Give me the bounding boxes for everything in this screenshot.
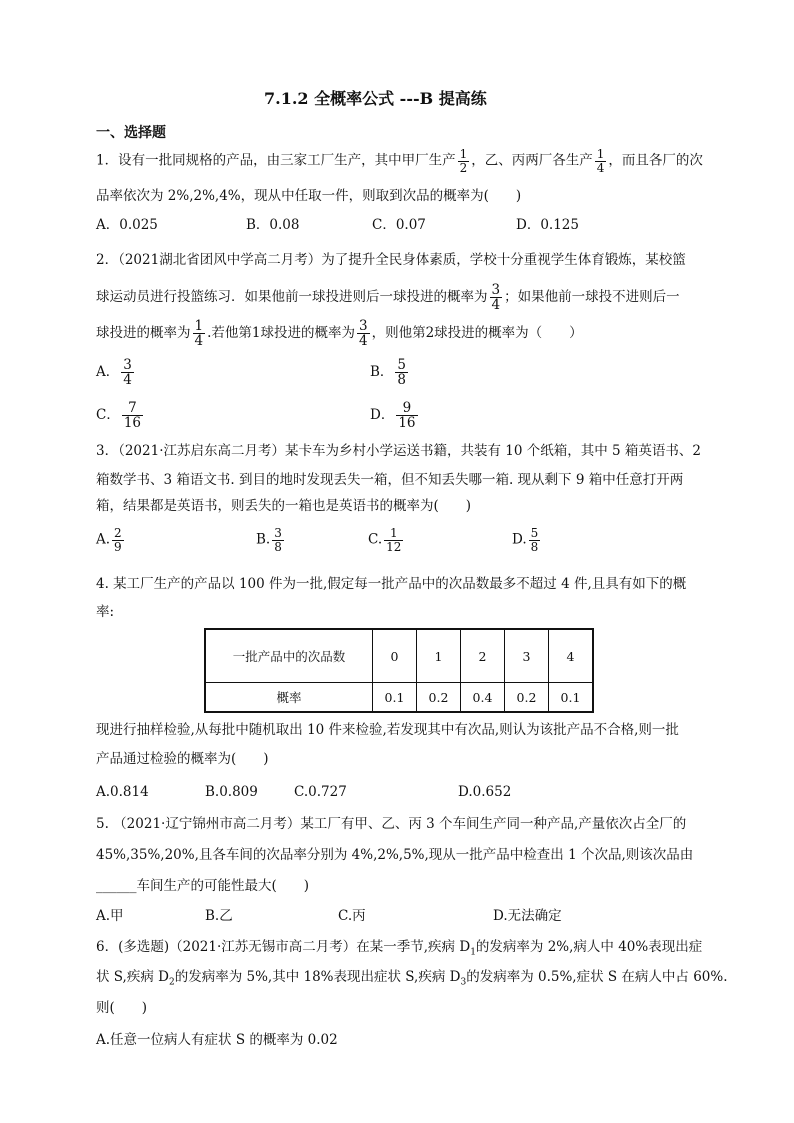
question-2-line-2 [96, 283, 680, 312]
q3-option-b-fraction [272, 527, 284, 553]
q1-fraction-2 [595, 148, 607, 174]
q2-option-c-fraction [122, 401, 143, 430]
q1-option-b: B．0.08 [246, 217, 300, 233]
page-title: 7.1.2 全概率公式 ---B 提高练 [264, 89, 487, 108]
q6-text-c: 状 S,疾病 D [96, 969, 169, 985]
q3-option-d [512, 527, 542, 553]
q2-option-b [370, 358, 410, 387]
table-cell: 2 [461, 629, 505, 683]
q2-option-a [96, 358, 136, 387]
question-4-line-3: 现进行抽样检验,从每批中随机取出 10 件来检验,若发现其中有次品,则认为该批产品不合格,则一批 [96, 722, 679, 738]
question-1-line-1 [96, 148, 703, 174]
q4-option-b: B.0.809 [205, 784, 258, 800]
question-5-line-3 [96, 880, 309, 894]
table-cell: 1 [417, 629, 461, 683]
question-4-line-1: 4. 某工厂生产的产品以 100 件为一批,假定每一批产品中的次品数最多不超过 4 件,且具有如下的概 [96, 576, 687, 592]
q2-option-d-label: D． [370, 407, 395, 424]
q2-option-b-fraction [395, 358, 408, 387]
table-row-label: 概率 [205, 683, 373, 713]
q2-fraction-3-numerator: 3 [358, 318, 368, 334]
question-2-line-3 [96, 319, 583, 348]
q2-option-c-numerator: 7 [122, 401, 143, 416]
q5-option-a: A.甲 [96, 908, 124, 924]
q6-subscript-3: 3 [460, 977, 467, 988]
q3-option-a-denominator: 9 [114, 539, 122, 554]
q5-answer-blank: ______ [96, 878, 137, 894]
table-cell: 0.1 [373, 683, 417, 713]
q2-option-b-label: B． [370, 364, 394, 381]
question-5-line-2: 45%,35%,20%,且各车间的次品率分别为 4%,2%,5%,现从一批产品中检查出 1 个次品,则该次品由 [96, 847, 694, 863]
q1-fraction-1-denominator: 2 [459, 160, 468, 175]
q4-option-a: A.0.814 [96, 784, 149, 800]
question-4-line-4: 产品通过检验的概率为( ) [96, 751, 269, 767]
q3-option-b-label: B. [256, 531, 271, 548]
q1-text-b: ，乙、丙两厂各生产 [471, 152, 593, 169]
q3-option-d-fraction [529, 527, 541, 553]
q4-option-c: C.0.727 [294, 784, 347, 800]
q3-option-b [256, 527, 286, 553]
table-cell: 3 [505, 629, 549, 683]
q3-option-c-label: C. [368, 531, 383, 548]
q3-option-b-numerator: 3 [274, 526, 282, 540]
q2-text-d: .若他第1球投进的概率为 [207, 325, 355, 342]
question-5-line-1: 5. （2021·辽宁锦州市高二月考）某工厂有甲、乙、丙 3 个车间生产同一种产品,产量依次占全厂的 [96, 816, 687, 832]
q3-option-a [96, 527, 126, 553]
q2-fraction-2-denominator: 4 [194, 333, 204, 350]
table-cell: 4 [549, 629, 594, 683]
q3-option-c [368, 527, 405, 553]
q6-subscript-1: 1 [470, 947, 476, 958]
table-row [205, 629, 593, 683]
q1-fraction-2-denominator: 4 [596, 160, 605, 175]
question-4-line-2: 率: [96, 604, 115, 620]
q4-option-d: D.0.652 [458, 784, 512, 800]
q1-option-a: A．0.025 [96, 217, 158, 233]
q6-text-a: 6．(多选题)（2021·江苏无锡市高二月考）在某一季节,疾病 D [96, 939, 471, 955]
q3-option-d-numerator: 5 [530, 526, 539, 540]
q2-text-e: ，则他第2球投进的概率为（ ） [371, 325, 583, 342]
table-cell: 0.4 [461, 683, 505, 713]
q1-text-a: 1．设有一批同规格的产品，由三家工厂生产，其中甲厂生产 [96, 152, 456, 169]
q2-option-d [370, 401, 420, 430]
q6-text-e: 的发病率为 0.5%,症状 S 在病人中占 60%. [466, 969, 728, 985]
q5-text: 车间生产的可能性最大( ) [136, 878, 310, 894]
q2-option-a-denominator: 4 [123, 372, 132, 389]
table-cell: 0.2 [505, 683, 549, 713]
question-3-line-3: 箱，结果都是英语书，则丢失的一箱也是英语书的概率为( ) [96, 498, 472, 514]
q3-option-c-fraction [384, 527, 403, 553]
q2-option-c [96, 401, 145, 430]
q2-fraction-2-numerator: 1 [194, 318, 204, 334]
probability-table [204, 628, 594, 713]
table-cell: 0.1 [549, 683, 594, 713]
q2-option-b-denominator: 8 [397, 372, 407, 389]
q3-option-d-denominator: 8 [530, 539, 539, 554]
q1-fraction-1 [458, 148, 470, 174]
table-cell: 0 [373, 629, 417, 683]
q1-fraction-2-numerator: 1 [596, 147, 605, 161]
q3-option-c-denominator: 12 [386, 539, 402, 554]
q2-option-d-numerator: 9 [396, 401, 417, 416]
q2-option-b-numerator: 5 [397, 357, 407, 373]
q2-fraction-1 [490, 283, 503, 312]
q6-option-a: A.任意一位病人有症状 S 的概率为 0.02 [96, 1032, 338, 1048]
q1-option-d: D．0.125 [516, 217, 579, 233]
table-row [205, 683, 593, 713]
q2-option-a-label: A． [96, 364, 120, 381]
q3-option-c-numerator: 1 [384, 527, 403, 541]
q1-fraction-1-numerator: 1 [459, 147, 468, 161]
q5-option-c: C.丙 [338, 908, 366, 924]
q3-option-b-denominator: 8 [274, 539, 282, 554]
q3-option-a-numerator: 2 [114, 526, 122, 540]
q1-option-c: C．0.07 [372, 217, 426, 233]
q2-option-a-fraction [121, 358, 134, 387]
q2-fraction-3 [357, 319, 370, 348]
q1-text-c: ，而且各厂的次 [608, 152, 703, 169]
q2-fraction-2 [193, 319, 206, 348]
q2-text-b: ；如果他前一球投不进则后一 [504, 289, 680, 306]
question-1-line-2: 品率依次为 2%,2%,4%，现从中任取一件，则取到次品的概率为( ) [96, 188, 522, 204]
q6-text-b: 的发病率为 2%,病人中 40%表现出症 [475, 939, 703, 955]
section-heading: 一、选择题 [96, 125, 166, 141]
q6-subscript-2: 2 [168, 977, 175, 988]
question-6-line-3: 则( ) [96, 1000, 148, 1016]
question-3-line-1: 3．（2021·江苏启东高二月考）某卡车为乡村小学运送书籍，共装有 10 个纸箱，其中 5 箱英语书、2 [96, 443, 702, 459]
q3-option-a-label: A. [96, 531, 111, 548]
q2-option-d-denominator: 16 [398, 415, 416, 432]
q2-text-c: 球投进的概率为 [96, 325, 191, 342]
q5-option-b: B.乙 [205, 908, 233, 924]
question-6-line-2 [96, 971, 728, 988]
q2-text-a: 球运动员进行投篮练习．如果他前一球投进则后一球投进的概率为 [96, 289, 488, 306]
q2-option-a-numerator: 3 [123, 357, 132, 373]
q2-fraction-3-denominator: 4 [358, 333, 368, 350]
question-6-line-1 [96, 941, 702, 958]
table-row-label: 一批产品中的次品数 [205, 629, 373, 683]
q2-option-d-fraction [396, 401, 417, 430]
q2-option-c-denominator: 16 [123, 415, 142, 432]
question-3-line-2: 箱数学书、3 箱语文书. 到目的地时发现丢失一箱，但不知丢失哪一箱. 现从剩下 9 箱中任意打开两 [96, 472, 684, 488]
q2-fraction-1-numerator: 3 [491, 282, 501, 298]
table-cell: 0.2 [417, 683, 461, 713]
q2-option-c-label: C． [96, 407, 120, 424]
q5-option-d: D.无法确定 [493, 908, 562, 924]
question-2-line-1: 2．（2021湖北省团风中学高二月考）为了提升全民身体素质，学校十分重视学生体育锻炼，某校篮 [96, 252, 686, 268]
q6-text-d: 的发病率为 5%,其中 18%表现出症状 S,疾病 D [174, 969, 461, 985]
q3-option-a-fraction [112, 527, 124, 553]
q3-option-d-label: D. [512, 531, 527, 548]
q2-fraction-1-denominator: 4 [491, 297, 501, 314]
